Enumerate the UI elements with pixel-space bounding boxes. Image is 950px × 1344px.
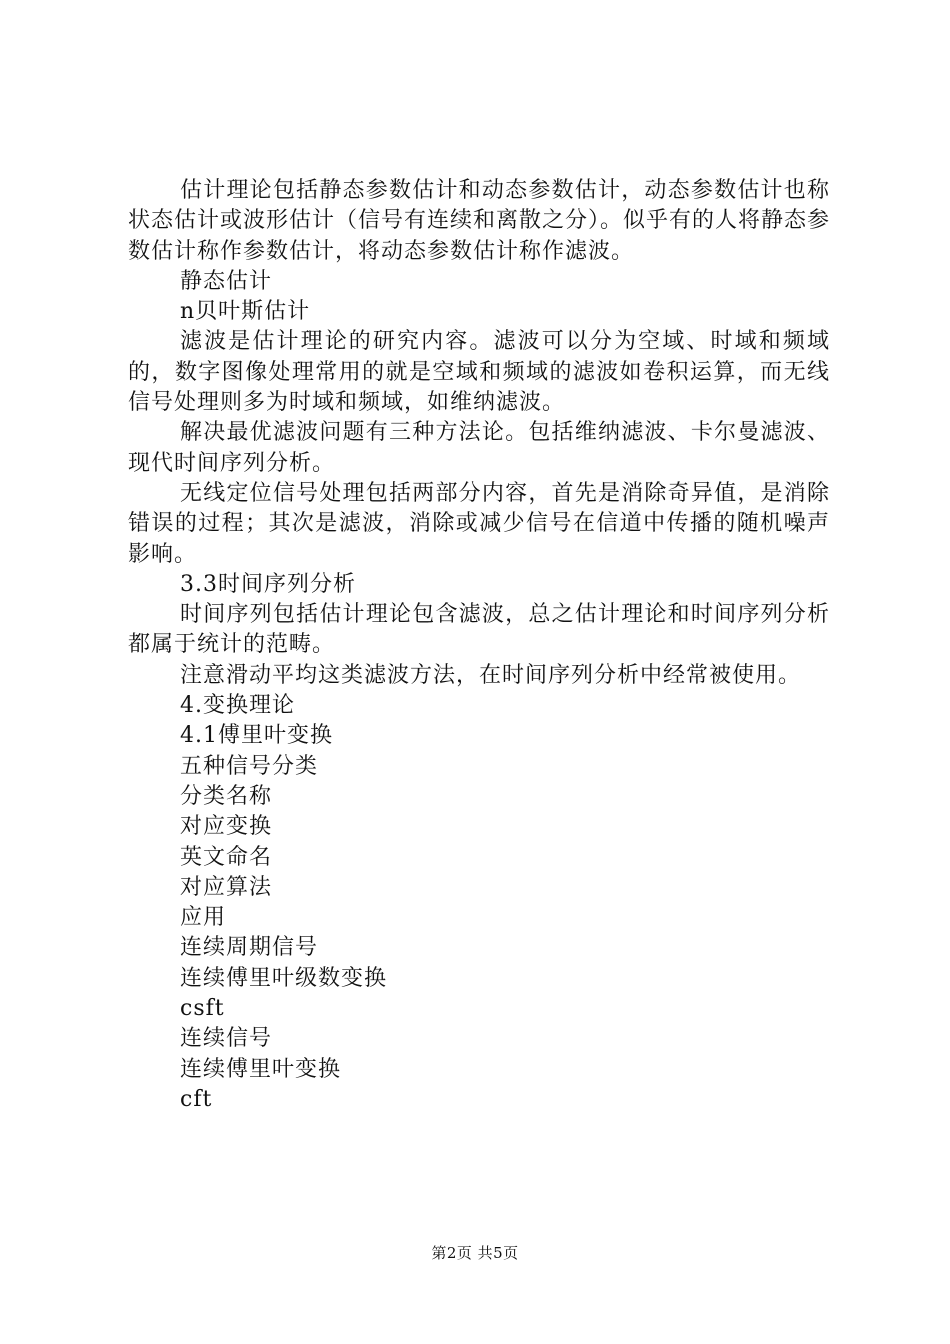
line-corresponding-algorithm: 对应算法 [180,874,273,900]
line-continuous-periodic-signal: 连续周期信号 [180,935,319,961]
line-continuous-fourier-series: 连续傅里叶级数变换 [180,965,388,991]
paragraph-moving-average: 注意滑动平均这类滤波方法，在时间序列分析中经常被使用。 [180,662,802,688]
line-static-estimation: 静态估计 [180,268,273,294]
paragraph-time-series: 时间序列包括估计理论包含滤波，总之估计理论和时间序列分析都属于统计的范畴。 [128,602,830,658]
line-bayes-estimation: n贝叶斯估计 [180,299,311,325]
document-body [128,176,830,1115]
line-continuous-fourier-transform: 连续傅里叶变换 [180,1056,342,1082]
line-corresponding-transform: 对应变换 [180,814,273,840]
line-signal-classes: 五种信号分类 [180,753,319,779]
paragraph-optimal-filtering: 解决最优滤波问题有三种方法论。包括维纳滤波、卡尔曼滤波、现代时间序列分析。 [128,420,830,476]
line-csft: csft [180,996,225,1022]
heading-time-series: 3.3时间序列分析 [180,571,356,597]
line-application: 应用 [180,905,227,931]
line-english-name: 英文命名 [180,844,273,870]
page-number-footer: 第2页 共5页 [431,1244,519,1262]
line-cft: cft [180,1086,213,1112]
paragraph-wireless-positioning: 无线定位信号处理包括两部分内容，首先是消除奇异值，是消除错误的过程；其次是滤波，消除或减少信号在信道中传播的随机噪声影响。 [128,480,830,567]
paragraph-filtering: 滤波是估计理论的研究内容。滤波可以分为空域、时域和频域的，数字图像处理常用的就是空域和频域的滤波如卷积运算，而无线信号处理则多为时域和频域，如维纳滤波。 [128,329,830,416]
heading-transform-theory: 4.变换理论 [180,693,295,719]
line-class-name: 分类名称 [180,783,273,809]
line-continuous-signal: 连续信号 [180,1026,273,1052]
paragraph-estimation-theory: 估计理论包括静态参数估计和动态参数估计，动态参数估计也称状态估计或波形估计（信号有连续和离散之分）。似乎有的人将静态参数估计称作参数估计，将动态参数估计称作滤波。 [128,178,831,264]
heading-fourier-transform: 4.1傅里叶变换 [180,723,333,749]
